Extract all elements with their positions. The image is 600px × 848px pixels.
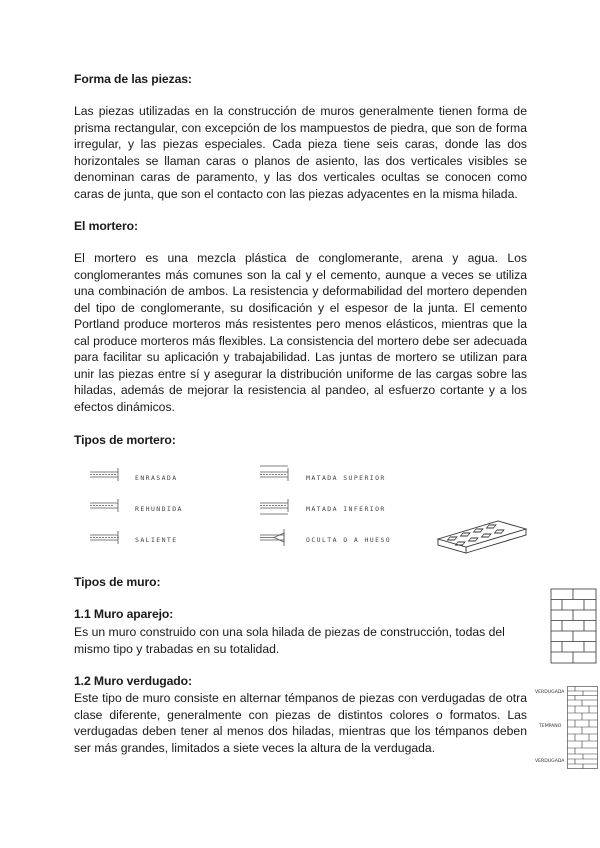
- aparejo-wall-diagram: [550, 588, 598, 664]
- joint-matada-inferior-drawing: [260, 499, 288, 514]
- joint-matada-superior-drawing: [260, 466, 288, 481]
- joint-enrasada-drawing: [90, 468, 118, 481]
- heading-tipos-mortero: Tipos de mortero:: [74, 433, 176, 447]
- joint-label-saliente: SALIENTE: [135, 536, 178, 544]
- heading-forma-piezas: Forma de las piezas:: [74, 72, 192, 86]
- joint-label-matada-superior: MATADA SUPERIOR: [306, 474, 386, 482]
- heading-muro-aparejo: 1.1 Muro aparejo:: [74, 607, 174, 621]
- joint-saliente-drawing: [90, 531, 120, 544]
- paragraph-muro-verdugado: Este tipo de muro consiste en alternar témpanos de piezas con verdugadas de otra clase diferente, generalmente con piezas de distintos colores o formatos. Las verdugadas deben tener al menos dos hiladas, mientras que los témpanos deben ser más grandes, limitados a siete veces la altura de la verdugada.: [74, 691, 527, 755]
- heading-tipos-muro: Tipos de muro:: [74, 575, 161, 589]
- joint-label-matada-inferior: MATADA INFERIOR: [306, 505, 386, 513]
- paragraph-muro-aparejo: Es un muro construido con una sola hilada de piezas de construcción, todas del mismo tipo y trabadas en su totalidad.: [74, 625, 505, 656]
- verdugado-wall-diagram: [567, 686, 599, 770]
- joint-label-rehundida: REHUNDIDA: [135, 505, 183, 513]
- paragraph-forma-piezas: Las piezas utilizadas en la construcción de muros generalmente tienen forma de prisma rectangular, con excepción de los mampuestos de piedra, que son de forma irregular, y las piezas especiales. Cada pieza tiene seis caras, donde las dos horizontales se llaman caras o planos de asiento, las dos verticales visibles se denominan caras de paramento, y las dos verticales ocultas se conocen como caras de junta, que son el contacto con las piezas adyacentes en la misma hilada.: [74, 104, 527, 201]
- heading-muro-verdugado: 1.2 Muro verdugado:: [74, 674, 192, 688]
- tempano-label: TEMPANO: [539, 724, 562, 729]
- verdugado-label-bottom: VERDUGADA: [535, 759, 565, 764]
- joint-oculta-drawing: [260, 529, 284, 546]
- paragraph-mortero: El mortero es una mezcla plástica de conglomerante, arena y agua. Los conglomerantes más comunes son la cal y el cemento, aunque a veces se utiliza una combinación de ambos. La resistencia y deformabilidad del mortero dependen del tipo de conglomerante, su dosificación y el espesor de la junta. El cemento Portland produce morteros más resistentes pero menos elásticos, mientras que la cal produce morteros más flexibles. La consistencia del mortero debe ser adecuada para facilitar su aplicación y trabajabilidad. Las juntas de mortero se utilizan para unir las piezas entre sí y asegurar la distribución uniforme de las cargas sobre las hiladas, además de mejorar la resistencia al pandeo, al esfuerzo cortante y a los efectos dinámicos.: [74, 251, 527, 414]
- heading-mortero: El mortero:: [74, 219, 138, 233]
- verdugado-label-top: VERDUGADA: [535, 690, 565, 695]
- mortar-joint-types-figure: [88, 463, 528, 558]
- joint-rehundida-drawing: [90, 499, 118, 512]
- joint-label-enrasada: ENRASADA: [135, 474, 178, 482]
- joint-label-oculta: OCULTA O A HUESO: [306, 536, 392, 544]
- brick-perspective-drawing: [438, 521, 526, 553]
